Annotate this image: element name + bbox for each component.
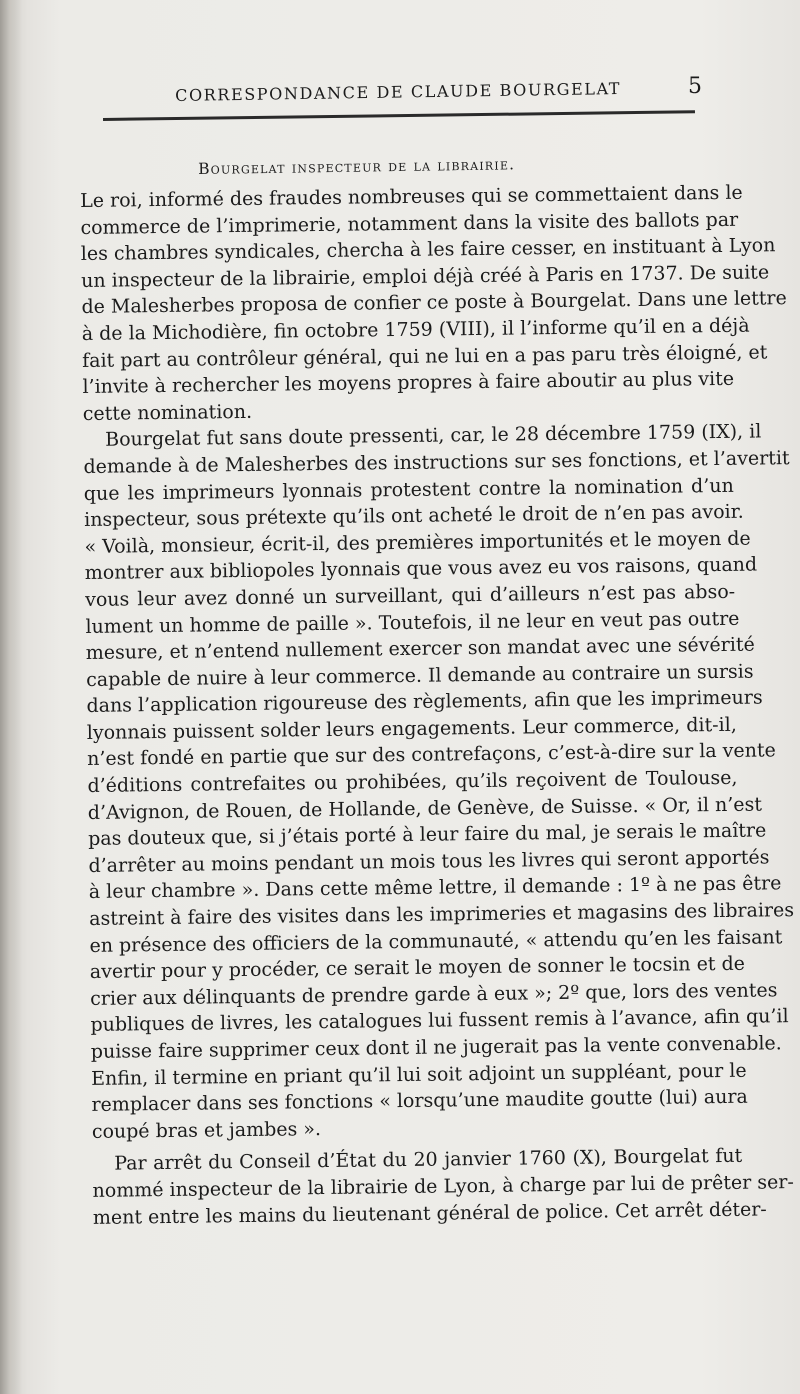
text-line: cette nomination.: [82, 400, 253, 425]
text-line: Le roi, informé des fraudes nombreuses qui se commettaient dans le: [80, 181, 743, 212]
text-line: vous leur avez donné un surveillant, qui d’ailleurs n’est pas abso-: [85, 580, 736, 611]
text-line: « Voilà, monsieur, écrit-il, des premières importunités et le moyen de: [84, 527, 751, 558]
text-line: capable de nuire à leur commerce. Il demande au contraire un sursis: [86, 660, 754, 691]
text-line: Par arrêt du Conseil d’État du 20 janvier 1760 (X), Bourgelat fut: [114, 1145, 743, 1176]
text-line: à leur chambre ». Dans cette même lettre, il demande : 1º à ne pas être: [88, 872, 782, 904]
text-line: en présence des officiers de la communauté, « attendu qu’en les faisant: [89, 925, 783, 957]
text-line: nommé inspecteur de la librairie de Lyon, à charge par lui de prêter ser-: [92, 1171, 794, 1202]
page-number: 5: [688, 74, 702, 99]
text-line: publiques de livres, les catalogues lui fussent remis à l’avance, afin qu’il: [90, 1005, 789, 1037]
text-line: d’Avignon, de Rouen, de Hollande, de Genève, de Suisse. « Or, il n’est: [87, 793, 763, 824]
text-line: coupé bras et jambes ».: [91, 1117, 322, 1143]
text-line: d’arrêter au moins pendant un mois tous les livres qui seront apportés: [88, 846, 770, 877]
text-line: Bourgelat fut sans doute pressenti, car, le 28 décembre 1759 (IX), il: [105, 420, 762, 452]
text-line: inspecteur, sous prétexte qu’ils ont acheté le droit de n’en pas avoir.: [84, 500, 744, 532]
text-line: demande à de Malesherbes des instructions sur ses fonctions, et l’avertit: [83, 447, 790, 478]
text-line: avertir pour y procéder, ce serait le moyen de sonner le tocsin et de: [89, 952, 746, 984]
text-line: lument un homme de paille ». Toutefois, il ne leur en veut pas outre: [85, 607, 740, 638]
section-title: Bourgelat inspecteur de la librairie.: [198, 155, 516, 178]
text-line: crier aux délinquants de prendre garde à eux »; 2º que, lors des ventes: [90, 979, 778, 1010]
header-rule: [103, 110, 695, 121]
text-line: puisse faire supprimer ceux dont il ne jugerait pas la vente convenable.: [90, 1032, 782, 1063]
text-line: dans l’application rigoureuse des règlements, afin que les imprimeurs: [86, 686, 763, 718]
text-line: de Malesherbes proposa de confier ce poste à Bourgelat. Dans une lettre: [81, 287, 787, 319]
text-line: pas douteux que, si j’étais porté à leur faire du mal, je serais le maître: [88, 819, 767, 851]
text-line: les chambres syndicales, chercha à les faire cesser, en instituant à Lyon: [80, 234, 776, 266]
body-text: [80, 180, 795, 1231]
text-line: n’est fondé en partie que sur des contrefaçons, c’est-à-dire sur la vente: [87, 739, 776, 771]
text-line: mesure, et n’entend nullement exercer son mandat avec une sévérité: [85, 633, 755, 665]
running-title: CORRESPONDANCE DE CLAUDE BOURGELAT: [175, 78, 622, 105]
text-line: l’invite à rechercher les moyens propres à faire aboutir au plus vite: [82, 367, 735, 399]
text-line: ment entre les mains du lieutenant général de police. Cet arrêt déter-: [92, 1198, 767, 1229]
text-line: Enfin, il termine en priant qu’il lui soit adjoint un suppléant, pour le: [91, 1059, 747, 1090]
text-line: un inspecteur de la librairie, emploi déjà créé à Paris en 1737. De suite: [81, 261, 770, 292]
text-line: à de la Michodière, fin octobre 1759 (VIII), il l’informe qu’il en a déjà: [81, 314, 750, 345]
text-line: que les imprimeurs lyonnais protestent contre la nomination d’un: [83, 474, 734, 505]
text-line: d’éditions contrefaites ou prohibées, qu’ils reçoivent de Toulouse,: [87, 766, 738, 798]
text-line: fait part au contrôleur général, qui ne lui en a pas paru très éloigné, et: [82, 340, 768, 372]
text-line: commerce de l’imprimerie, notamment dans la visite des ballots par: [80, 208, 739, 239]
text-line: montrer aux bibliopoles lyonnais que vous avez eu vos raisons, quand: [84, 553, 758, 585]
text-line: remplacer dans ses fonctions « lorsqu’une maudite goutte (lui) aura: [91, 1085, 748, 1117]
text-line: astreint à faire des visites dans les imprimeries et magasins des libraires: [89, 899, 795, 930]
binding-shadow: [0, 0, 22, 1394]
text-line: lyonnais puissent solder leurs engagements. Leur commerce, dit-il,: [86, 713, 737, 744]
